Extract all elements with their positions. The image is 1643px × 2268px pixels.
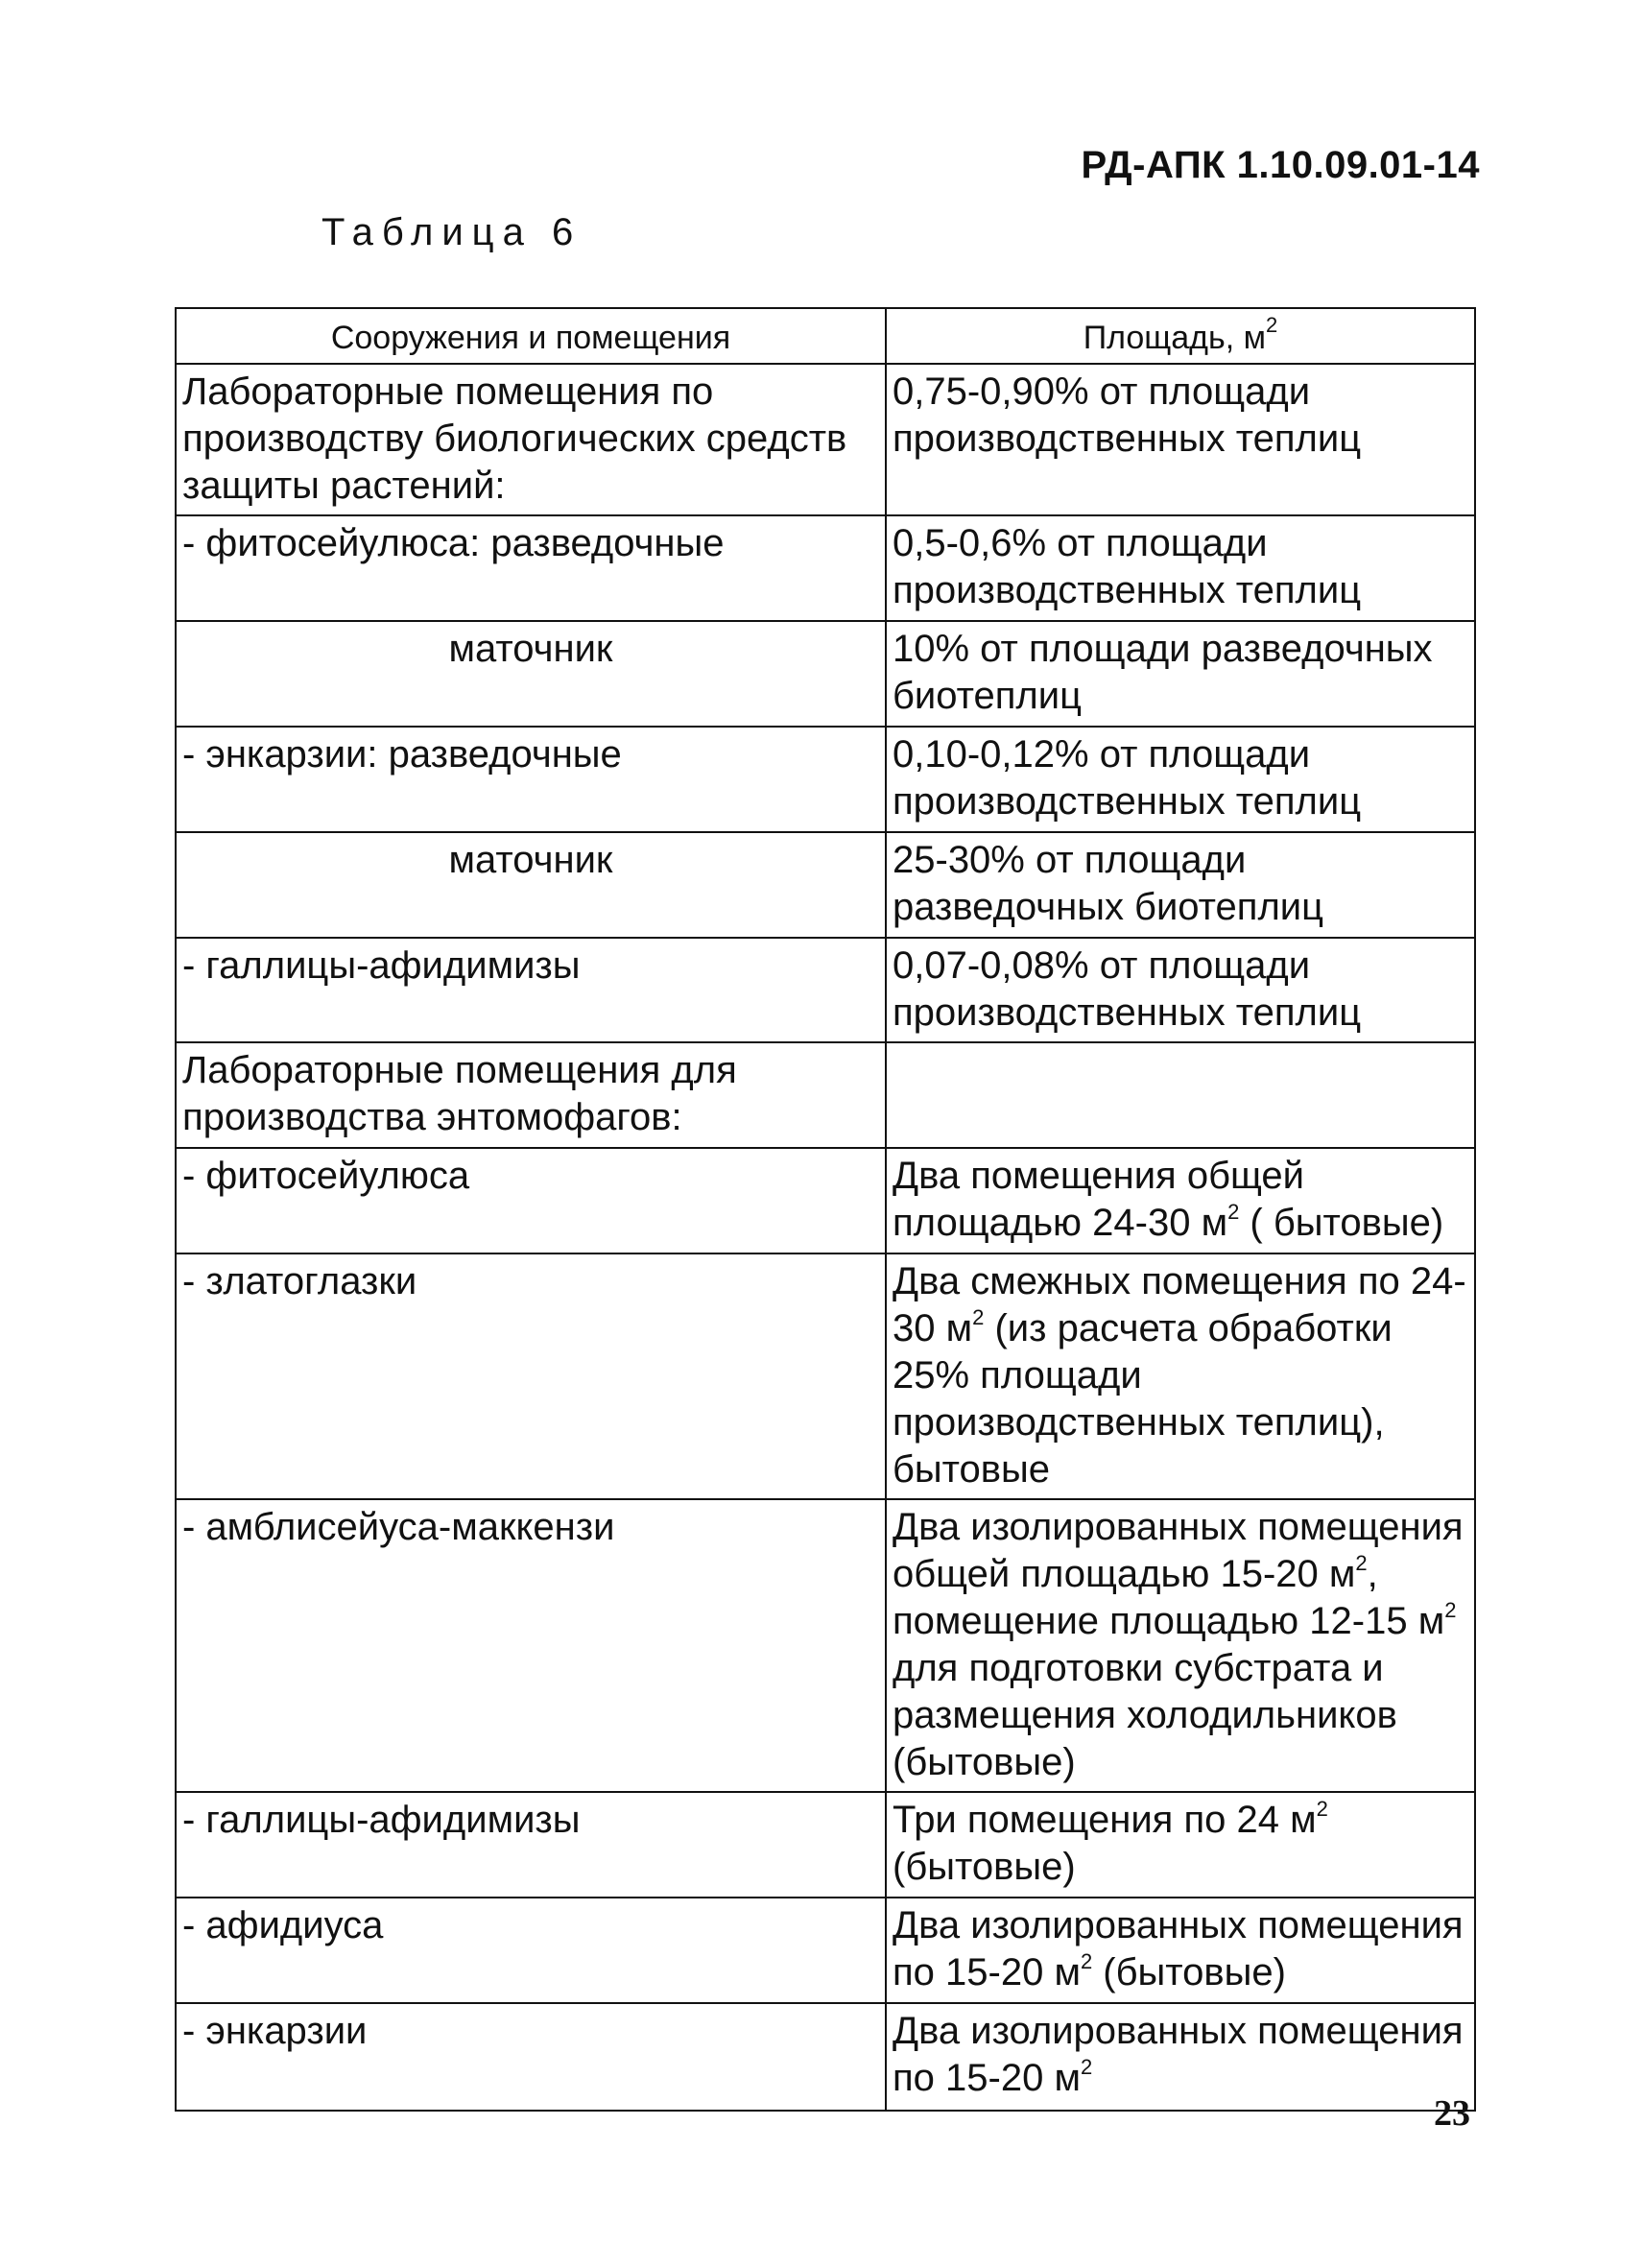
facility-cell: - энкарзии: [176, 2003, 886, 2111]
table-header-row: [176, 308, 1475, 364]
area-cell: Два смежных помещения по 24-30 $м^2$ (из расчета обработки 25% площади производственных теплиц), бытовые: [886, 1253, 1475, 1499]
facility-cell: - энкарзии: разведочные: [176, 727, 886, 832]
facility-cell: Лабораторные помещения для производства энтомофагов:: [176, 1042, 886, 1148]
area-cell: 0,10-0,12% от площади производственных теплиц: [886, 727, 1475, 832]
table-row: [176, 1042, 1475, 1148]
table-row: [176, 515, 1475, 621]
area-cell: Три помещения по 24 $м^2$ (бытовые): [886, 1792, 1475, 1898]
table-row: [176, 364, 1475, 515]
area-cell: Два помещения общей площадью 24-30 $м^2$ ( бытовые): [886, 1148, 1475, 1253]
facility-cell: - галлицы-афидимизы: [176, 938, 886, 1042]
table-row: [176, 1499, 1475, 1792]
area-cell: 10% от площади разведочных биотеплиц: [886, 621, 1475, 727]
area-table: [175, 307, 1476, 2112]
header-area: Площадь, $м^2$: [886, 308, 1475, 364]
table-row: [176, 1148, 1475, 1253]
table-caption: Таблица 6: [321, 211, 583, 253]
facility-cell: - фитосейулюса: [176, 1148, 886, 1253]
table-row: [176, 832, 1475, 938]
facility-cell: - златоглазки: [176, 1253, 886, 1499]
facility-cell: маточник: [176, 832, 886, 938]
table-row: [176, 621, 1475, 727]
document-code: РД-АПК 1.10.09.01-14: [1081, 144, 1480, 186]
facility-cell: - афидиуса: [176, 1898, 886, 2003]
table-row: [176, 1792, 1475, 1898]
area-cell: 0,75-0,90% от площади производственных теплиц: [886, 364, 1475, 515]
table-row: [176, 938, 1475, 1042]
facility-cell: маточник: [176, 621, 886, 727]
header-facilities: Сооружения и помещения: [176, 308, 886, 364]
table-row: [176, 2003, 1475, 2111]
facility-cell: - галлицы-афидимизы: [176, 1792, 886, 1898]
area-cell: 0,5-0,6% от площади производственных теплиц: [886, 515, 1475, 621]
area-cell: 0,07-0,08% от площади производственных теплиц: [886, 938, 1475, 1042]
area-cell: Два изолированных помещения по 15-20 $м^2$ (бытовые): [886, 1898, 1475, 2003]
page-number: 23: [1434, 2093, 1470, 2134]
area-cell: Два изолированных помещения по 15-20 $м^2$: [886, 2003, 1475, 2111]
table-row: [176, 1253, 1475, 1499]
facility-cell: Лабораторные помещения по производству биологических средств защиты растений:: [176, 364, 886, 515]
area-cell: Два изолированных помещения общей площадью 15-20 $м^2$, помещение площадью 12-15 $м^2$ для подготовки субстрата и размещения холодильников (бытовые): [886, 1499, 1475, 1792]
area-cell: 25-30% от площади разведочных биотеплиц: [886, 832, 1475, 938]
facility-cell: - фитосейулюса: разведочные: [176, 515, 886, 621]
area-cell: [886, 1042, 1475, 1148]
table-row: [176, 727, 1475, 832]
table-row: [176, 1898, 1475, 2003]
facility-cell: - амблисейуса-маккензи: [176, 1499, 886, 1792]
